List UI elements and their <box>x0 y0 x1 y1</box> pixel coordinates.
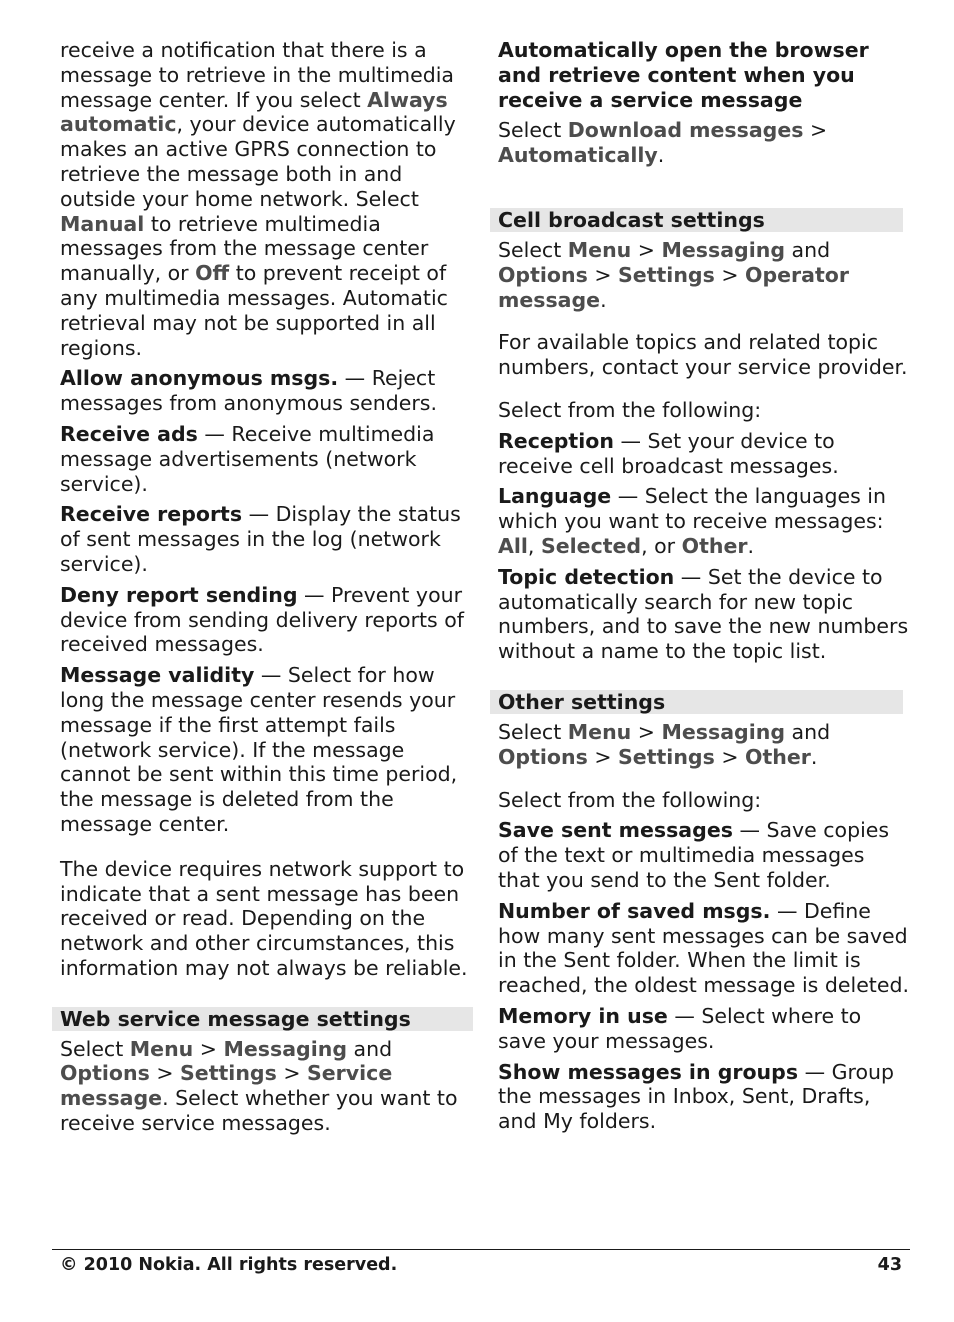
language-item: Language — Select the languages in which you want to receive messages: All, Selected, or Other. <box>498 484 886 558</box>
receive-ads-term: Receive ads <box>60 421 198 446</box>
footer-copyright: © 2010 Nokia. All rights reserved. <box>60 1255 398 1275</box>
language-term: Language <box>498 484 612 509</box>
receive-reports-term: Receive reports <box>60 502 243 527</box>
receive-ads-item: Receive ads — Receive multimedia message advertisements (network service). <box>60 421 435 496</box>
other-settings-path: Select Menu > Messaging and Options > Settings > Other. <box>498 719 831 769</box>
auto-open-heading: Automatically open the browser and retrieve content when you receive a service message <box>498 38 869 112</box>
select-following-1: Select from the following: <box>498 397 762 422</box>
topic-detection-term: Topic detection <box>498 564 675 589</box>
message-validity-term: Message validity <box>60 663 255 688</box>
off-option: Off <box>195 261 230 286</box>
save-sent-term: Save sent messages <box>498 818 733 843</box>
reception-item: Reception — Set your device to receive cell broadcast messages. <box>498 428 839 478</box>
save-sent-item: Save sent messages — Save copies of the text or multimedia messages that you send to the Sent folder. <box>498 818 890 892</box>
topic-detection-item: Topic detection — Set the device to automatically search for new topic numbers, and to save the new numbers without a name to the topic list. <box>498 564 909 664</box>
left-column <box>60 38 470 1142</box>
show-groups-term: Show messages in groups <box>498 1059 799 1084</box>
number-saved-item: Number of saved msgs. — Define how many sent messages can be saved in the Sent folder. When the limit is reached, the oldest message is deleted. <box>498 898 909 998</box>
web-service-paragraph: Select Menu > Messaging and Options > Settings > Service message. Select whether you want to receive service messages. <box>60 1036 458 1136</box>
other-settings-heading: Other settings <box>490 690 903 714</box>
footer-divider <box>52 1249 910 1250</box>
always-automatic-option: Always automatic <box>60 87 448 137</box>
message-validity-item: Message validity — Select for how long the message center resends your message if the first attempt fails (network service). If the message cannot be sent within this time period, the message is deleted from the message center. <box>60 663 458 836</box>
manual-option: Manual <box>60 211 145 236</box>
network-note: The device requires network support to indicate that a sent message has been received or read. Depending on the network and other circumstances, this information may not always be reliable. <box>60 856 468 980</box>
right-column <box>498 38 910 1140</box>
cell-broadcast-heading: Cell broadcast settings <box>490 208 903 232</box>
memory-in-use-term: Memory in use <box>498 1003 668 1028</box>
topics-note: For available topics and related topic numbers, contact your service provider. <box>498 330 908 380</box>
web-service-heading: Web service message settings <box>52 1007 473 1031</box>
receive-reports-item: Receive reports — Display the status of sent messages in the log (network service). <box>60 502 461 576</box>
select-following-2: Select from the following: <box>498 787 762 812</box>
memory-in-use-item: Memory in use — Select where to save your messages. <box>498 1003 862 1053</box>
deny-report-item: Deny report sending — Prevent your device from sending delivery reports of received messages. <box>60 582 464 657</box>
cell-broadcast-path: Select Menu > Messaging and Options > Settings > Operator message. <box>498 237 849 312</box>
auto-open-paragraph: Select Download messages > Automatically. <box>498 118 828 168</box>
deny-report-term: Deny report sending <box>60 582 298 607</box>
show-groups-item: Show messages in groups — Group the messages in Inbox, Sent, Drafts, and My folders. <box>498 1059 894 1134</box>
number-saved-term: Number of saved msgs. <box>498 898 771 923</box>
allow-anonymous-term: Allow anonymous msgs. <box>60 366 339 391</box>
intro-paragraph: receive a notification that there is a message to retrieve in the multimedia message center. If you select Always automatic, your device automatically makes an active GPRS connection to retrieve the message both in and outside your home network. Select Manual to retrieve multimedia messages from the message center manually, or Off to prevent receipt of any multimedia messages. Automatic retrieval may not be supported in all regions. <box>60 38 456 360</box>
page-number: 43 <box>877 1255 902 1275</box>
allow-anonymous-item: Allow anonymous msgs. — Reject messages from anonymous senders. <box>60 366 438 416</box>
reception-term: Reception <box>498 428 614 453</box>
